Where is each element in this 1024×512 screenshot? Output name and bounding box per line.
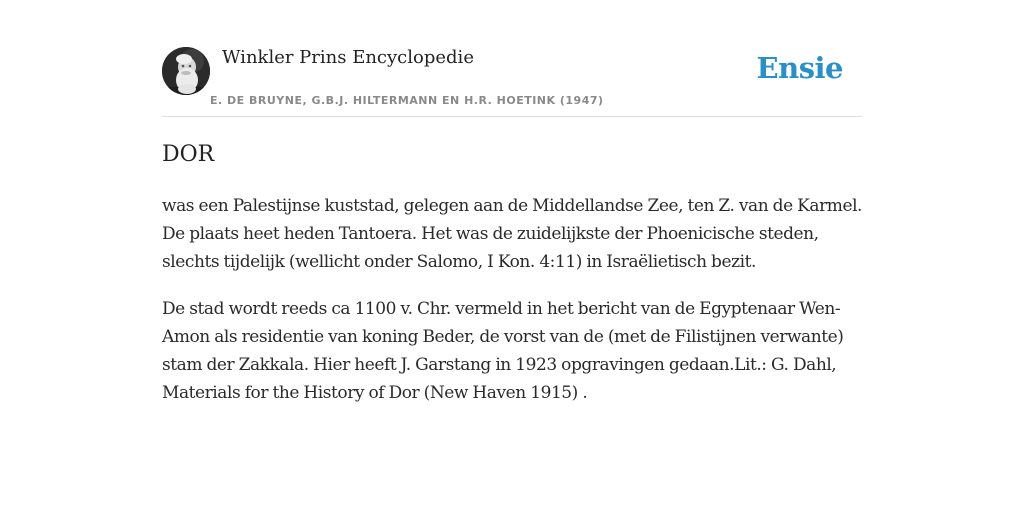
- entry-paragraph: was een Palestijnse kuststad, gelegen aan de Middellandse Zee, ten Z. van de Karmel. De plaats heet heden Tantoera. Het was de zuidelijkste der Phoenicische steden, slechts tijdelijk (wellicht onder Salomo, I Kon. 4:11) in Israëlietisch bezit.: [162, 196, 863, 272]
- entry-title: DOR: [162, 142, 215, 167]
- brand-logo-link[interactable]: Ensie: [756, 51, 843, 85]
- page: [162, 0, 862, 512]
- source-authors: E. DE BRUYNE, G.B.J. HILTERMANN EN H.R. HOETINK (1947): [210, 94, 604, 107]
- entry-paragraph: De stad wordt reeds ca 1100 v. Chr. vermeld in het bericht van de Egyptenaar Wen-Amon als residentie van koning Beder, de vorst van de (met de Filistijnen verwante) stam der Zakkala. Hier heeft J. Garstang in 1923 opgravingen gedaan.Lit.: G. Dahl, Materials for the History of Dor (New Haven 1915) .: [162, 299, 844, 403]
- portrait-photo-icon: [162, 47, 210, 95]
- entry-body: [162, 192, 862, 426]
- avatar[interactable]: [162, 47, 210, 95]
- source-title[interactable]: Winkler Prins Encyclopedie: [222, 47, 474, 68]
- source-header: [162, 0, 862, 117]
